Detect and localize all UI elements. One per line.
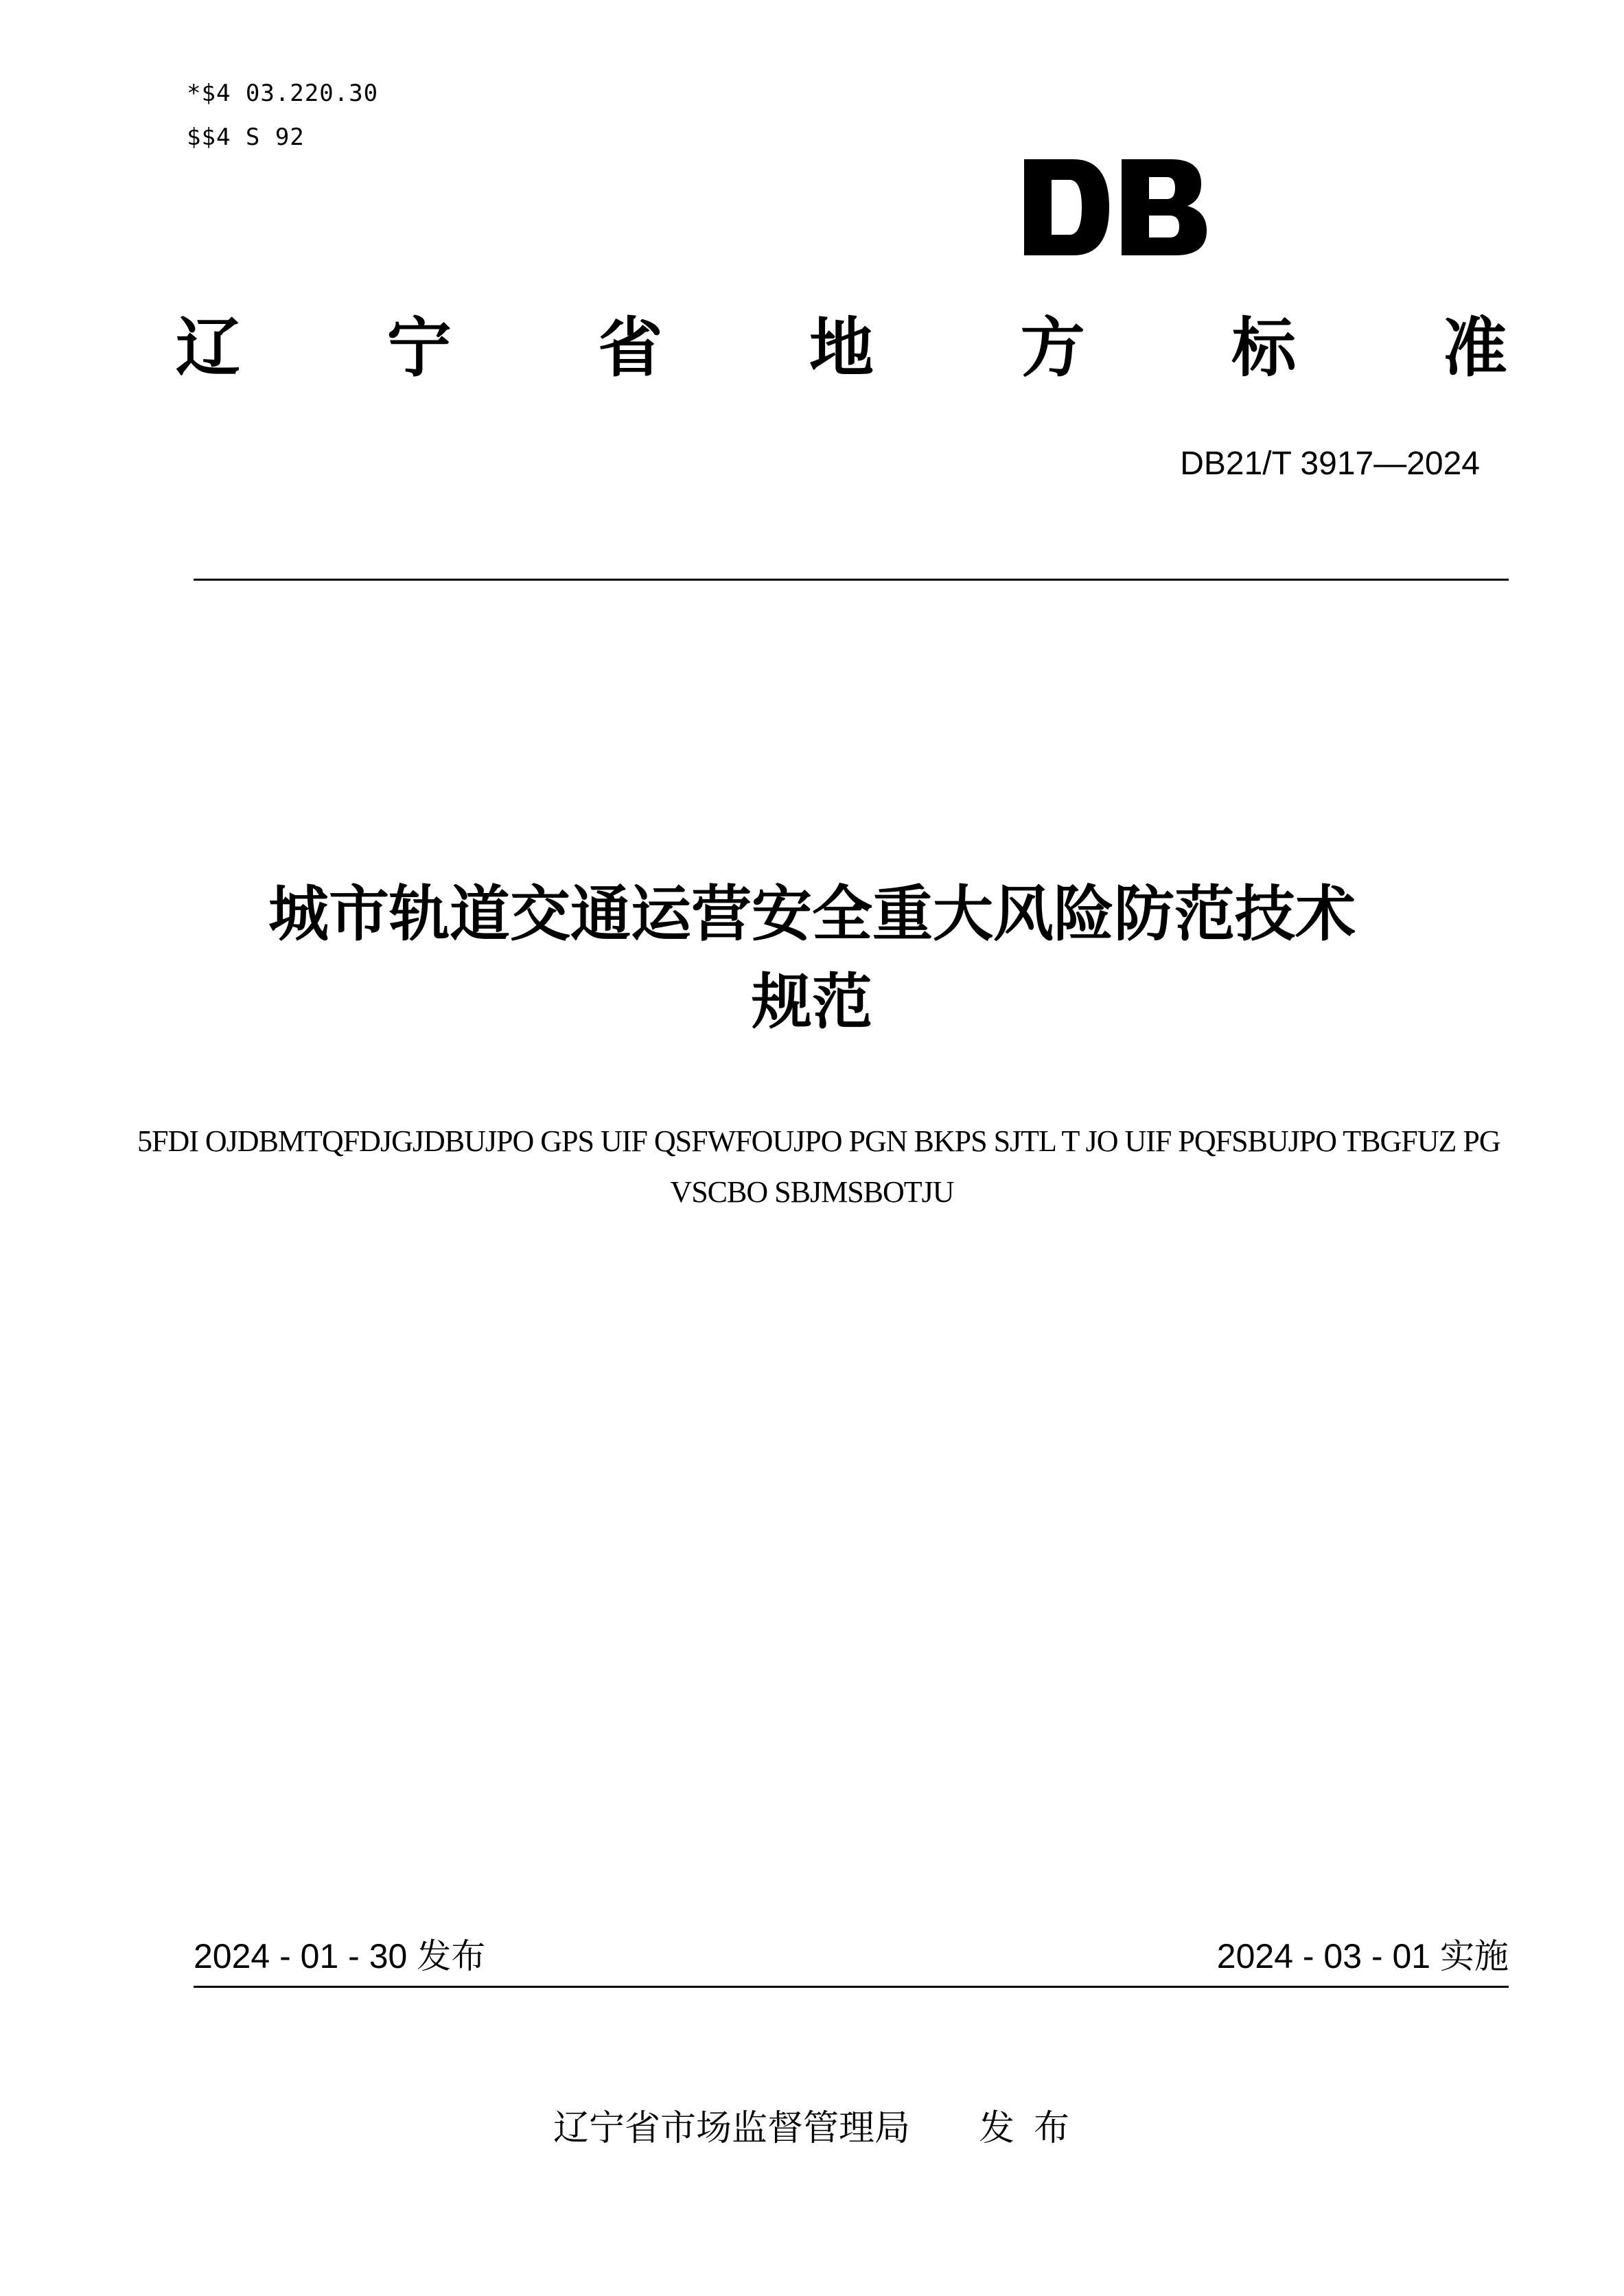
bottom-divider: [194, 1986, 1509, 1988]
province-standard-title: [176, 308, 1507, 390]
publisher: [553, 2099, 1089, 2150]
document-title-line: 城市轨道交通运营安全重大风险防范技术: [268, 879, 1356, 949]
top-divider: [194, 579, 1509, 581]
document-title: [124, 870, 1500, 1046]
issue-date: 2024 - 01 - 30 发布: [194, 1937, 486, 1975]
document-title-english-line: 5FDI OJDBMTQFDJGJDBUJPO GPS UIF QSFWFOUJPO PGN BKPS SJTL T JO UIF PQFSBUJPO TBGFUZ PG: [137, 1124, 1500, 1158]
province-title-char: 地: [809, 311, 874, 386]
standard-number: DB21/T 3917—2024: [1180, 445, 1480, 482]
province-title-char: 省: [598, 311, 663, 386]
publish-action: 发布: [979, 2108, 1089, 2149]
province-title-char: 标: [1231, 311, 1297, 386]
publisher-name: 辽宁省市场监督管理局: [553, 2108, 911, 2149]
province-title-char: 准: [1442, 311, 1507, 386]
ics-code: *$4 03.220.30: [187, 80, 379, 107]
province-title-char: 辽: [176, 311, 241, 386]
document-title-english: [137, 1116, 1500, 1218]
province-title-char: 方: [1020, 311, 1085, 386]
implementation-date: 2024 - 03 - 01 实施: [1216, 1937, 1509, 1975]
ccs-code: $$4 S 92: [187, 124, 305, 151]
db-logo: [1024, 159, 1207, 255]
document-title-english-line: VSCBO SBJMSBOTJU: [670, 1175, 954, 1209]
document-title-line: 规范: [751, 966, 872, 1037]
province-title-char: 宁: [386, 311, 452, 386]
